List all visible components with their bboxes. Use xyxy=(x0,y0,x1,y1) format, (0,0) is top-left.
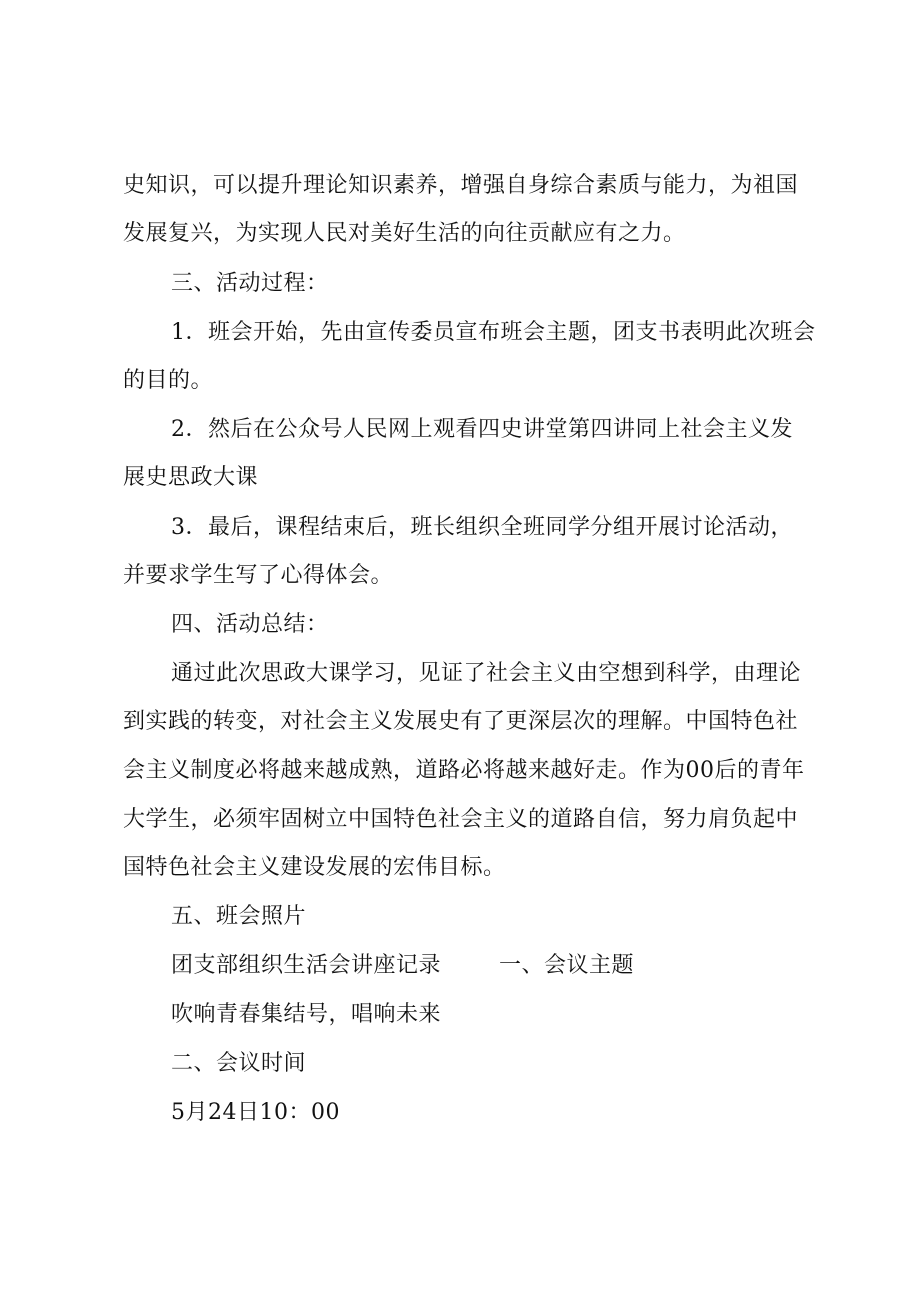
section-heading-photos: 五、班会照片 xyxy=(171,904,307,929)
paragraph-line: 史知识，可以提升理论知识素养，增强自身综合素质与能力，为祖国 xyxy=(123,173,799,198)
summary-line: 到实践的转变，对社会主义发展史有了更深层次的理解。中国特色社 xyxy=(123,709,799,734)
summary-line: 大学生，必须牢固树立中国特色社会主义的道路自信，努力肩负起中 xyxy=(123,807,799,832)
record-title-row xyxy=(171,951,634,981)
meeting-time: 5月24日10：00 xyxy=(171,1100,340,1125)
section-heading-process: 三、活动过程： xyxy=(171,271,329,296)
process-step-1-cont: 的目的。 xyxy=(123,368,214,393)
summary-line: 国特色社会主义建设发展的宏伟目标。 xyxy=(123,855,506,880)
process-step-2: 2．然后在公众号人民网上观看四史讲堂第四讲同上社会主义发 xyxy=(171,417,793,442)
summary-line: 会主义制度必将越来越成熟，道路必将越来越好走。作为00后的青年 xyxy=(123,758,805,783)
process-step-3-cont: 并要求学生写了心得体会。 xyxy=(123,563,394,588)
section-heading-theme: 一、会议主题 xyxy=(499,953,635,978)
paragraph-line: 发展复兴，为实现人民对美好生活的向往贡献应有之力。 xyxy=(123,221,686,246)
section-heading-time: 二、会议时间 xyxy=(171,1051,307,1076)
record-title: 团支部组织生活会讲座记录 xyxy=(171,953,442,978)
section-heading-summary: 四、活动总结： xyxy=(171,612,329,637)
process-step-2-cont: 展史思政大课 xyxy=(123,465,259,490)
process-step-1: 1．班会开始，先由宣传委员宣布班会主题，团支书表明此次班会 xyxy=(171,320,816,345)
process-step-3: 3．最后，课程结束后，班长组织全班同学分组开展讨论活动， xyxy=(171,515,793,540)
meeting-theme: 吹响青春集结号，唱响未来 xyxy=(171,1002,442,1027)
summary-line: 通过此次思政大课学习，见证了社会主义由空想到科学，由理论 xyxy=(171,661,802,686)
